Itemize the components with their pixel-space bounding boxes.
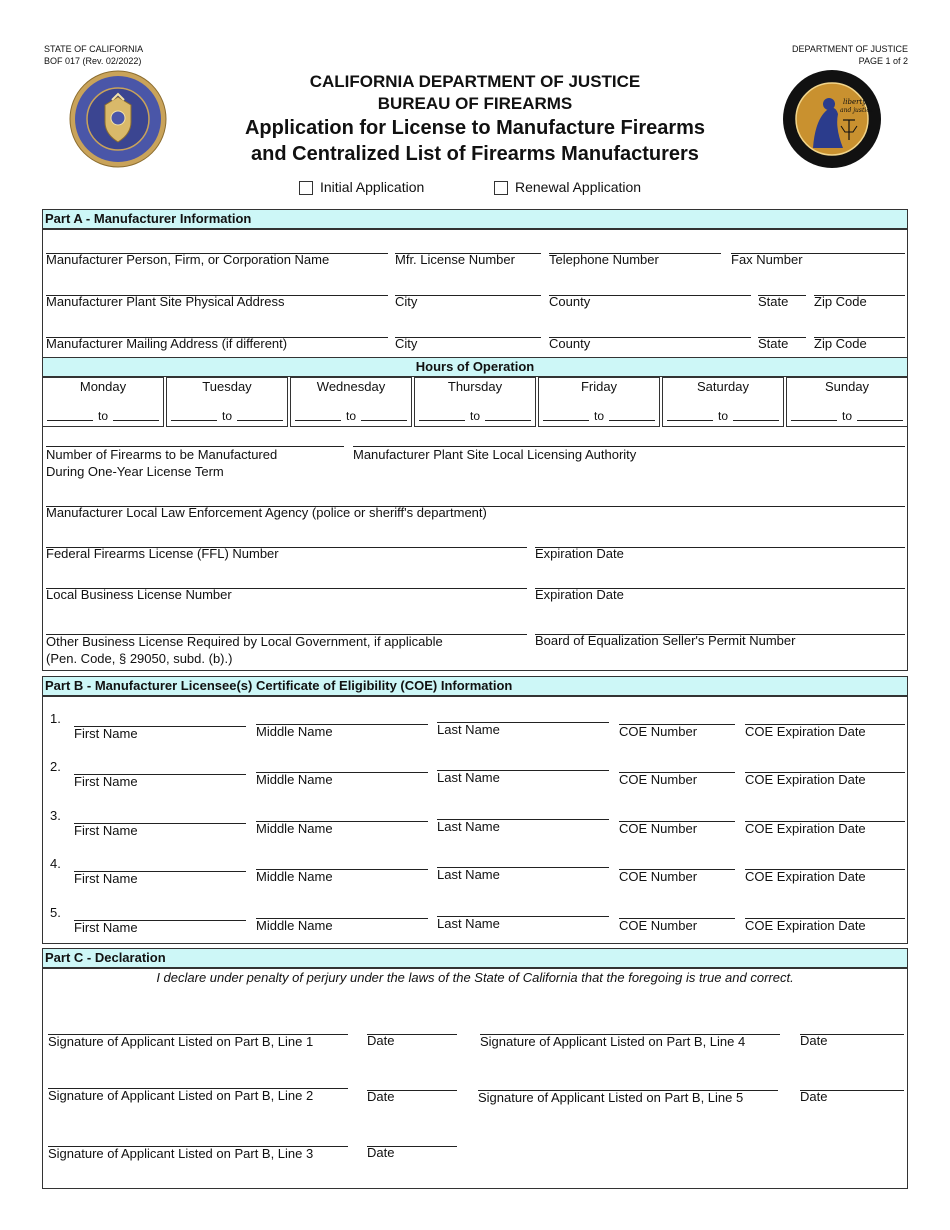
thursday-hours[interactable]: Thursday to — [414, 377, 536, 427]
seller-permit-label: Board of Equalization Seller's Permit Number — [535, 633, 796, 648]
coe-expiration-date-label: COE Expiration Date — [745, 821, 866, 836]
middle-name-label: Middle Name — [256, 772, 333, 787]
saturday-hours[interactable]: Saturday to — [662, 377, 784, 427]
initial-application-label: Initial Application — [320, 179, 425, 195]
form-number: BOF 017 (Rev. 02/2022) — [44, 56, 142, 66]
middle-name-label: Middle Name — [256, 918, 333, 933]
wednesday-hours[interactable]: Wednesday to — [290, 377, 412, 427]
coe-number-label: COE Number — [619, 869, 698, 884]
friday-hours[interactable]: Friday to — [538, 377, 660, 427]
mailing-zip-label: Zip Code — [814, 336, 867, 351]
signature-label-5: Signature of Applicant Listed on Part B, Line 5 — [478, 1090, 744, 1105]
coe-expiration-date-label: COE Expiration Date — [745, 724, 866, 739]
mailing-address-label: Manufacturer Mailing Address (if different) — [46, 336, 288, 351]
ffl-expiration-label: Expiration Date — [535, 546, 624, 561]
signature-label-1: Signature of Applicant Listed on Part B, Line 1 — [48, 1034, 314, 1049]
num-firearms-label-1: Number of Firearms to be Manufactured — [46, 447, 278, 462]
other-license-label-1: Other Business License Required by Local Government, if applicable — [46, 634, 443, 649]
day-label: Tuesday — [202, 379, 252, 394]
sunday-hours[interactable]: Sunday to — [786, 377, 908, 427]
first-name-label: First Name — [74, 726, 138, 741]
coe-row-number: 4. — [50, 856, 61, 871]
first-name-label: First Name — [74, 871, 138, 886]
monday-hours[interactable]: Monday to — [42, 377, 164, 427]
part-a-header: Part A - Manufacturer Information — [42, 209, 908, 229]
form-title-line2: and Centralized List of Firearms Manufacturers — [251, 143, 699, 165]
plant-zip-label: Zip Code — [814, 294, 867, 309]
signature-label-3: Signature of Applicant Listed on Part B, Line 3 — [48, 1146, 314, 1161]
middle-name-label: Middle Name — [256, 821, 333, 836]
last-name-label: Last Name — [437, 770, 500, 785]
hours-of-operation-header: Hours of Operation — [42, 357, 908, 377]
renewal-application-checkbox[interactable] — [494, 181, 508, 195]
coe-number-label: COE Number — [619, 724, 698, 739]
initial-application-checkbox[interactable] — [299, 181, 313, 195]
other-license-label-2: (Pen. Code, § 29050, subd. (b).) — [46, 651, 233, 666]
last-name-label: Last Name — [437, 722, 500, 737]
local-business-label: Local Business License Number — [46, 587, 232, 602]
page-number: PAGE 1 of 2 — [858, 56, 908, 66]
svg-text:liberty: liberty — [843, 98, 867, 106]
first-name-label: First Name — [74, 823, 138, 838]
last-name-label: Last Name — [437, 819, 500, 834]
ffl-number-label: Federal Firearms License (FFL) Number — [46, 546, 279, 561]
first-name-label: First Name — [74, 774, 138, 789]
declaration-text: I declare under penalty of perjury under the laws of the State of California that the foregoing is true and correct. — [156, 970, 794, 985]
signature-label-4: Signature of Applicant Listed on Part B, Line 4 — [480, 1034, 746, 1049]
coe-row-number: 5. — [50, 905, 61, 920]
plant-county-label: County — [549, 294, 591, 309]
mailing-county-label: County — [549, 336, 591, 351]
coe-number-label: COE Number — [619, 772, 698, 787]
coe-expiration-date-label: COE Expiration Date — [745, 869, 866, 884]
coe-number-label: COE Number — [619, 821, 698, 836]
day-label: Friday — [580, 379, 618, 394]
middle-name-label: Middle Name — [256, 724, 333, 739]
plant-city-label: City — [395, 294, 418, 309]
part-b-header: Part B - Manufacturer Licensee(s) Certificate of Eligibility (COE) Information — [42, 676, 908, 696]
department-label: DEPARTMENT OF JUSTICE — [791, 44, 908, 54]
middle-name-label: Middle Name — [256, 869, 333, 884]
day-label: Thursday — [447, 379, 503, 394]
last-name-label: Last Name — [437, 867, 500, 882]
mailing-city-label: City — [395, 336, 418, 351]
coe-row-number: 3. — [50, 808, 61, 823]
day-label: Saturday — [696, 379, 750, 394]
agency-title: CALIFORNIA DEPARTMENT OF JUSTICE — [309, 72, 641, 91]
coe-row-number: 1. — [50, 711, 61, 726]
bureau-title: BUREAU OF FIREARMS — [377, 94, 573, 113]
plant-address-label: Manufacturer Plant Site Physical Address — [46, 294, 285, 309]
coe-row-number: 2. — [50, 759, 61, 774]
law-enforcement-label: Manufacturer Local Law Enforcement Agency (police or sheriff's department) — [46, 505, 487, 520]
first-name-label: First Name — [74, 920, 138, 935]
num-firearms-label-2: During One-Year License Term — [46, 464, 224, 479]
fax-label: Fax Number — [731, 252, 803, 267]
telephone-label: Telephone Number — [549, 252, 659, 267]
mfr-license-label: Mfr. License Number — [395, 252, 515, 267]
form-title-line1: Application for License to Manufacture Firearms — [244, 117, 706, 139]
day-label: Sunday — [824, 379, 870, 394]
date-label-1: Date — [367, 1033, 395, 1048]
last-name-label: Last Name — [437, 916, 500, 931]
signature-label-2: Signature of Applicant Listed on Part B, Line 2 — [48, 1088, 314, 1103]
tuesday-hours[interactable]: Tuesday to — [166, 377, 288, 427]
date-label-3: Date — [367, 1145, 395, 1160]
day-label: Monday — [79, 379, 127, 394]
coe-number-label: COE Number — [619, 918, 698, 933]
part-c-header: Part C - Declaration — [42, 948, 908, 968]
svg-text:and justice: and justice — [840, 107, 874, 114]
licensing-authority-label: Manufacturer Plant Site Local Licensing Authority — [353, 447, 637, 462]
coe-expiration-date-label: COE Expiration Date — [745, 772, 866, 787]
mfr-name-label: Manufacturer Person, Firm, or Corporation Name — [46, 252, 330, 267]
plant-state-label: State — [758, 294, 789, 309]
date-label-2: Date — [367, 1089, 395, 1104]
state-label: STATE OF CALIFORNIA — [44, 44, 144, 54]
renewal-application-label: Renewal Application — [515, 179, 642, 195]
coe-expiration-date-label: COE Expiration Date — [745, 918, 866, 933]
day-label: Wednesday — [316, 379, 386, 394]
date-label-5: Date — [800, 1089, 828, 1104]
mailing-state-label: State — [758, 336, 789, 351]
date-label-4: Date — [800, 1033, 828, 1048]
local-business-expiration-label: Expiration Date — [535, 587, 624, 602]
